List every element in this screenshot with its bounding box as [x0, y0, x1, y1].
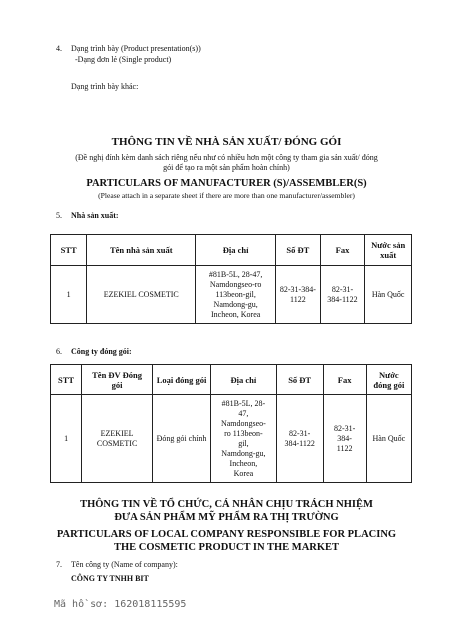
section-5-label: Nhà sản xuất:: [71, 211, 119, 220]
packer-table-header: [51, 365, 412, 395]
row-phone: 82-31- 384-1122: [276, 395, 323, 483]
section-6-number: 6.: [56, 347, 62, 356]
row-pack-type: Đóng gói chính: [153, 395, 211, 483]
row-stt: 1: [51, 395, 82, 483]
section-6-label: Công ty đóng gói:: [71, 347, 132, 356]
header-stt: STT: [51, 235, 87, 266]
row-fax: 82-31- 384- 1122: [323, 395, 366, 483]
row-stt: 1: [51, 266, 87, 324]
header-stt: STT: [51, 365, 82, 395]
manufacturer-title-vi: THÔNG TIN VỀ NHÀ SẢN XUẤT/ ĐÓNG GÓI: [111, 136, 342, 148]
single-product-label: -Dạng đơn lẻ (Single product): [75, 55, 172, 64]
section-4-title: Dạng trình bày (Product presentation(s)): [71, 44, 201, 53]
section-5-number: 5.: [56, 211, 62, 220]
header-country: Nước sản xuất: [365, 235, 412, 266]
header-phone: Số ĐT: [276, 235, 321, 266]
local-title-en-2: THE COSMETIC PRODUCT IN THE MARKET: [113, 542, 340, 553]
manufacturer-note-vi-2: gói để tạo ra một sản phẩm hoàn chỉnh): [163, 163, 290, 172]
table-row: [51, 266, 412, 324]
other-presentation-label: Dạng trình bày khác:: [71, 82, 139, 91]
row-fax: 82-31- 384-1122: [320, 266, 365, 324]
manufacturer-table: [50, 234, 412, 324]
local-title-vi-1: THÔNG TIN VỀ TỔ CHỨC, CÁ NHÂN CHỊU TRÁCH NHIỆM: [80, 499, 373, 510]
row-address: #81B-5L, 28- 47, Namdongseo- ro 113beon- gil, Namdong-gu, Incheon, Korea: [211, 395, 277, 483]
section-7-label: Tên công ty (Name of company):: [71, 560, 178, 569]
section-4-number: 4.: [56, 44, 62, 53]
row-country: Hàn Quốc: [366, 395, 411, 483]
table-row: [51, 395, 412, 483]
section-7-number: 7.: [56, 560, 62, 569]
local-title-en-1: PARTICULARS OF LOCAL COMPANY RESPONSIBLE FOR PLACING: [56, 529, 397, 540]
row-phone: 82-31-384- 1122: [276, 266, 321, 324]
row-country: Hàn Quốc: [365, 266, 412, 324]
manufacturer-table-header: [51, 235, 412, 266]
row-name: EZEKIEL COSMETIC: [82, 395, 153, 483]
header-fax: Fax: [320, 235, 365, 266]
company-name: CÔNG TY TNHH BIT: [71, 574, 149, 583]
local-title-vi-2: ĐƯA SẢN PHẨM MỸ PHẨM RA THỊ TRƯỜNG: [114, 512, 339, 523]
header-packer-name: Tên ĐV Đóng gói: [82, 365, 153, 395]
header-pack-type: Loại đóng gói: [153, 365, 211, 395]
header-address: Địa chỉ: [196, 235, 276, 266]
packer-table: [50, 364, 412, 483]
header-fax: Fax: [323, 365, 366, 395]
row-name: EZEKIEL COSMETIC: [87, 266, 196, 324]
header-phone: Số ĐT: [276, 365, 323, 395]
header-country: Nước đóng gói: [366, 365, 411, 395]
header-name: Tên nhà sản xuất: [87, 235, 196, 266]
row-address: #81B-5L, 28-47, Namdongseo-ro 113beon-gil, Namdong-gu, Incheon, Korea: [196, 266, 276, 324]
manufacturer-note-vi-1: (Đề nghị đính kèm danh sách riêng nếu như có nhiều hơn một công ty tham gia sản xuất/ đóng: [75, 153, 378, 162]
manufacturer-title-en: PARTICULARS OF MANUFACTURER (S)/ASSEMBLER(S): [86, 178, 367, 189]
manufacturer-note-en: (Please attach in a separate sheet if there are more than one manufacturer/assembler): [98, 191, 355, 200]
header-address: Địa chỉ: [211, 365, 277, 395]
record-code: Mã hồ sơ: 162018115595: [54, 599, 187, 610]
